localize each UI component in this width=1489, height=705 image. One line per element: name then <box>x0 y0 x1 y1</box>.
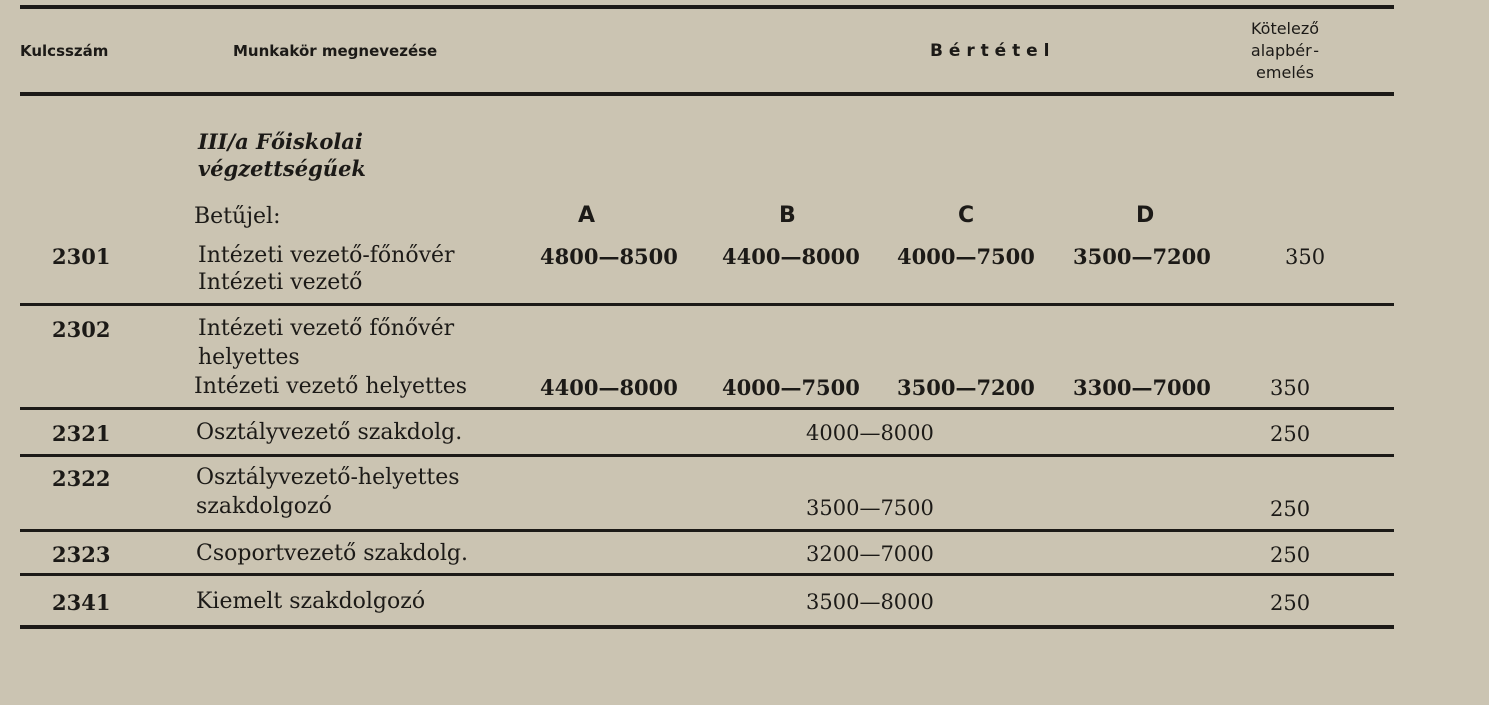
row-name-line: Osztályvezető-helyettes <box>196 465 460 490</box>
range-d: 3300—7000 <box>1073 375 1211 400</box>
row-raise: 350 <box>1285 245 1326 269</box>
row-raise: 250 <box>1270 497 1311 521</box>
header-salary: B é r t é t e l <box>930 41 1050 61</box>
row-raise: 250 <box>1270 591 1311 615</box>
row-name-line: Osztályvezető szakdolg. <box>196 420 463 445</box>
row-raise: 250 <box>1270 422 1311 446</box>
header-raise-line2: alapbér - <box>1250 41 1320 60</box>
row-code: 2321 <box>52 421 111 446</box>
range-b: 4400—8000 <box>722 244 860 269</box>
range-single: 4000—8000 <box>806 421 934 445</box>
header-raise-line3: emelés <box>1256 63 1314 82</box>
row-rule <box>20 573 1394 576</box>
range-b: 4000—7500 <box>722 375 860 400</box>
row-name-line: szakdolgozó <box>196 494 332 519</box>
range-single: 3200—7000 <box>806 542 934 566</box>
letter-label: Betűjel: <box>194 204 281 229</box>
row-code: 2301 <box>52 244 111 269</box>
header-raise <box>1230 18 1340 84</box>
letter-c: C <box>958 203 975 228</box>
row-rule <box>20 407 1394 410</box>
row-name-line: Intézeti vezető főnővér <box>198 316 455 341</box>
row-name-line: Kiemelt szakdolgozó <box>196 589 426 614</box>
top-rule <box>20 5 1394 9</box>
row-rule <box>20 454 1394 457</box>
range-c: 3500—7200 <box>897 375 1035 400</box>
header-code: Kulcsszám <box>20 42 109 60</box>
section-title-line2: végzettségűek <box>198 156 366 181</box>
range-single: 3500—8000 <box>806 590 934 614</box>
row-code: 2323 <box>52 542 111 567</box>
header-raise-line1: Kötelező <box>1250 19 1320 38</box>
range-single: 3500—7500 <box>806 496 934 520</box>
letter-a: A <box>578 203 596 228</box>
row-code: 2302 <box>52 317 111 342</box>
row-code: 2341 <box>52 590 111 615</box>
header-rule <box>20 92 1394 96</box>
row-name-line: Intézeti vezető-főnővér <box>198 243 455 268</box>
row-rule <box>20 529 1394 532</box>
range-c: 4000—7500 <box>897 244 1035 269</box>
letter-b: B <box>779 203 796 228</box>
range-a: 4400—8000 <box>540 375 678 400</box>
letter-d: D <box>1136 203 1155 228</box>
row-code: 2322 <box>52 466 111 491</box>
section-title-line1: III/a Főiskolai <box>198 129 363 154</box>
row-raise: 250 <box>1270 543 1311 567</box>
bottom-rule <box>20 625 1394 629</box>
header-name: Munkakör megnevezése <box>233 42 438 60</box>
row-name-line: helyettes <box>198 345 300 370</box>
row-rule <box>20 303 1394 306</box>
row-name-line: Intézeti vezető helyettes <box>194 374 468 399</box>
row-name-line: Intézeti vezető <box>198 270 363 295</box>
row-name-line: Csoportvezető szakdolg. <box>196 541 468 566</box>
range-a: 4800—8500 <box>540 244 678 269</box>
row-raise: 350 <box>1270 376 1311 400</box>
range-d: 3500—7200 <box>1073 244 1211 269</box>
